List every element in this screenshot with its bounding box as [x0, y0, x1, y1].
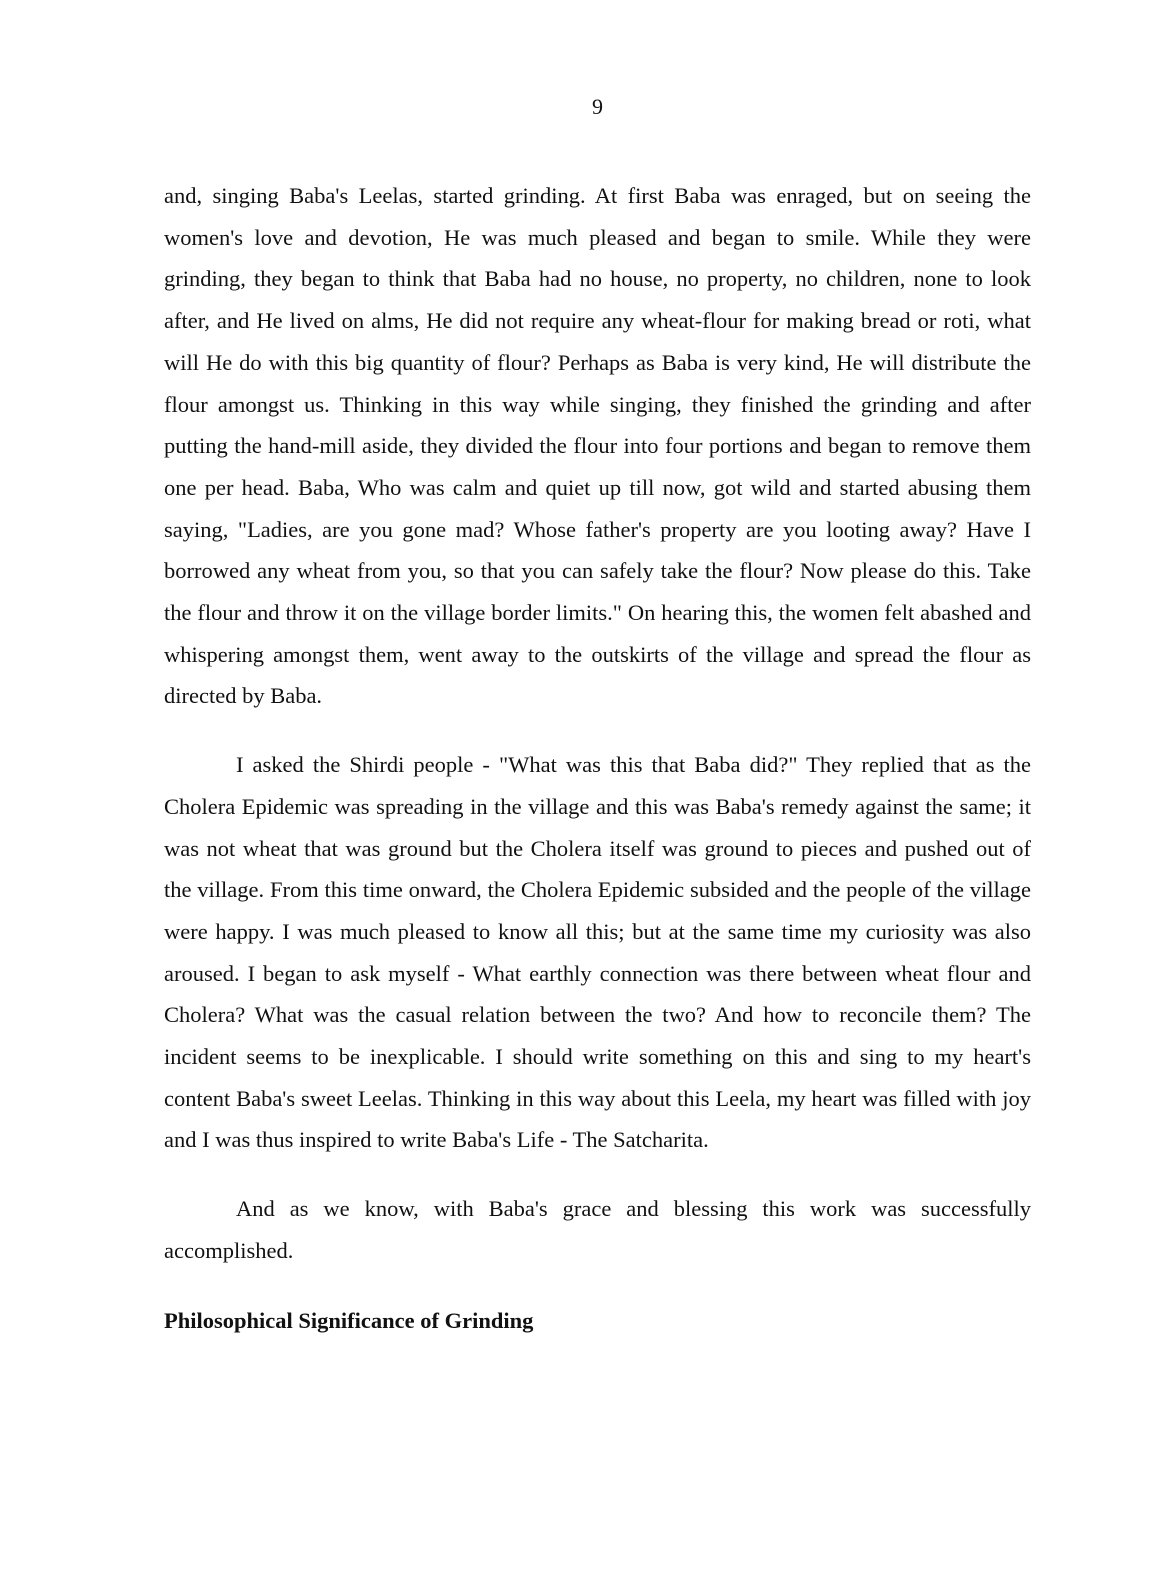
paragraph-grinding-story: and, singing Baba's Leelas, started grinding. At first Baba was enraged, but on seeing the women's love and devotion, He was much pleased and began to smile. While they were grinding, they began to think that Baba had no house, no property, no children, none to look after, and He lived on alms, He did not require any wheat-flour for making bread or roti, what will He do with this big quantity of flour? Perhaps as Baba is very kind, He will distribute the flour amongst us. Thinking in this way while singing, they finished the grinding and after putting the hand-mill aside, they divided the flour into four portions and began to remove them one per head. Baba, Who was calm and quiet up till now, got wild and started abusing them saying, "Ladies, are you gone mad? Whose father's property are you looting away? Have I borrowed any wheat from you, so that you can safely take the flour? Now please do this. Take the flour and throw it on the village border limits." On hearing this, the women felt abashed and whispering amongst them, went away to the outskirts of the village and spread the flour as directed by Baba.	[164, 183, 1031, 709]
section-heading: Philosophical Significance of Grinding	[164, 1307, 534, 1333]
body-text	[164, 175, 1031, 1341]
paragraph-accomplished: And as we know, with Baba's grace and blessing this work was successfully accomplished.	[164, 1196, 1031, 1263]
page-number: 9	[592, 94, 603, 119]
paragraph-shirdi-people: I asked the Shirdi people - "What was this that Baba did?" They replied that as the Cholera Epidemic was spreading in the village and this was Baba's remedy against the same; it was not wheat that was ground but the Cholera itself was ground to pieces and pushed out of the village. From this time onward, the Cholera Epidemic subsided and the people of the village were happy. I was much pleased to know all this; but at the same time my curiosity was also aroused. I began to ask myself - What earthly connection was there between wheat flour and Cholera? What was the casual relation between the two? And how to reconcile them? The incident seems to be inexplicable. I should write something on this and sing to my heart's content Baba's sweet Leelas. Thinking in this way about this Leela, my heart was filled with joy and I was thus inspired to write Baba's Life - The Satcharita.	[164, 752, 1031, 1153]
